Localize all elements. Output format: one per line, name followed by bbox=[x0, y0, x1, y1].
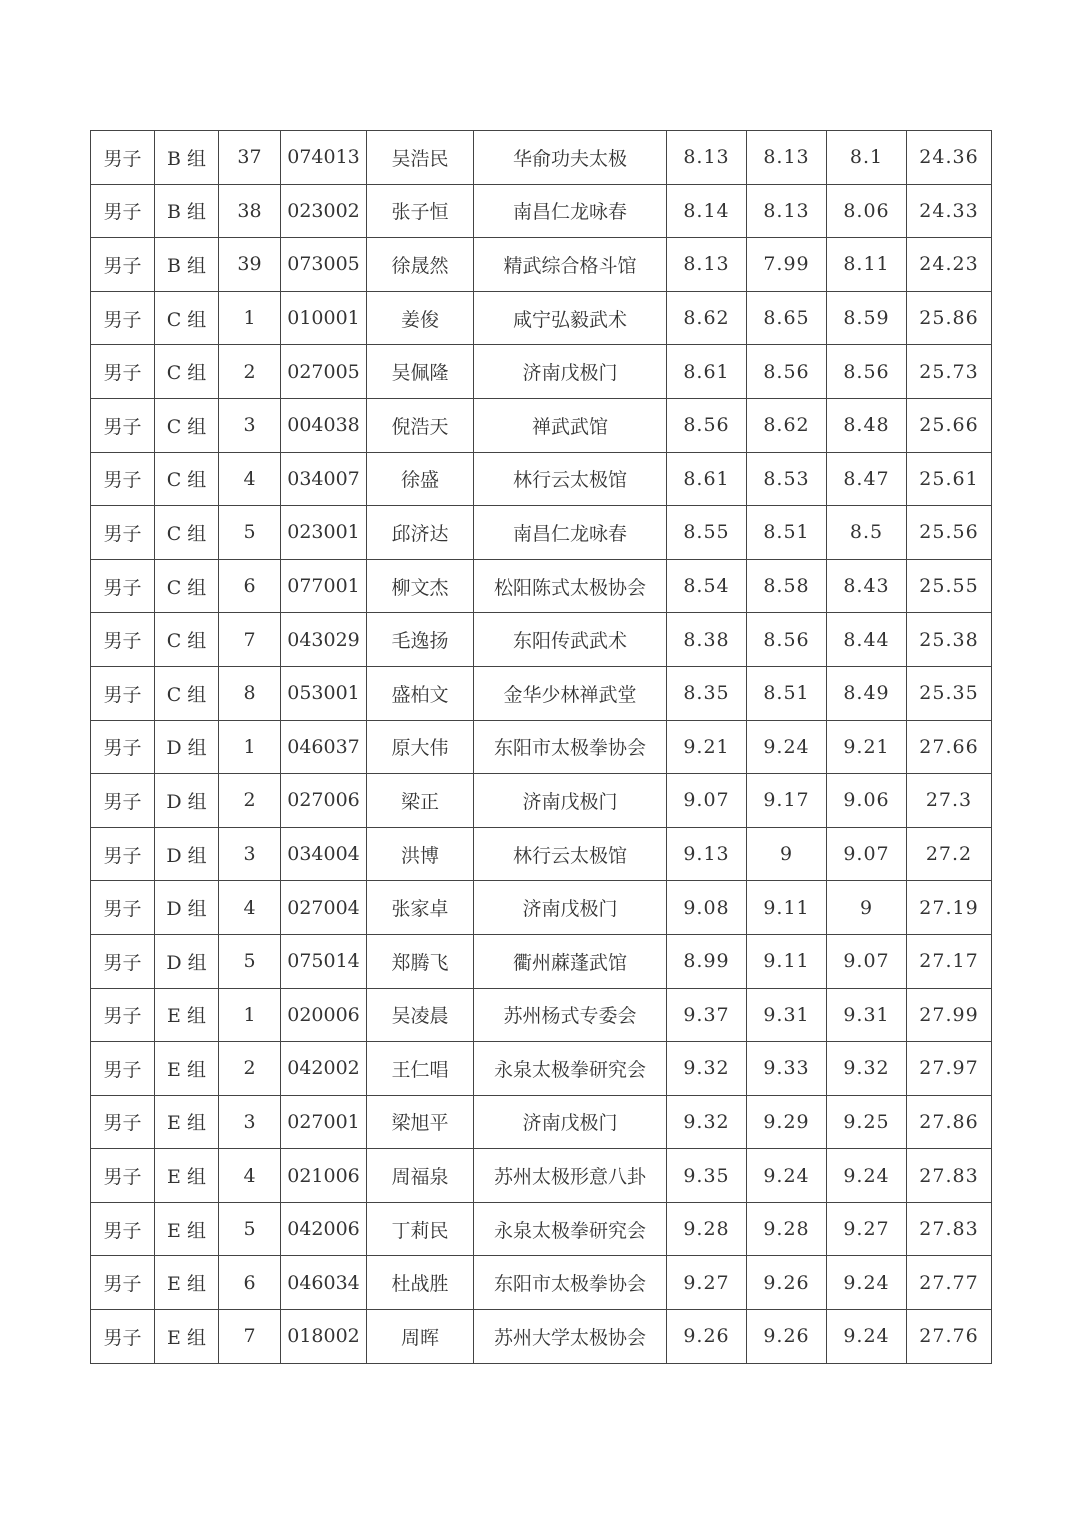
table-row bbox=[91, 1149, 992, 1203]
athlete-id-cell: 020006 bbox=[281, 988, 367, 1042]
table-row bbox=[91, 720, 992, 774]
club-cell: 林行云太极馆 bbox=[474, 827, 667, 881]
score-3-cell: 9.21 bbox=[827, 720, 907, 774]
athlete-name-cell: 姜俊 bbox=[367, 291, 474, 345]
club-cell: 衢州蔴蓬武馆 bbox=[474, 934, 667, 988]
score-2-cell: 8.56 bbox=[747, 345, 827, 399]
score-2-cell: 9.28 bbox=[747, 1202, 827, 1256]
rank-cell: 7 bbox=[219, 613, 281, 667]
athlete-id-cell: 027004 bbox=[281, 881, 367, 935]
score-3-cell: 9.25 bbox=[827, 1095, 907, 1149]
group-cell: C 组 bbox=[155, 613, 219, 667]
total-score-cell: 27.83 bbox=[907, 1202, 992, 1256]
gender-cell: 男子 bbox=[91, 1310, 155, 1364]
score-1-cell: 8.55 bbox=[667, 506, 747, 560]
group-cell: E 组 bbox=[155, 988, 219, 1042]
score-1-cell: 8.35 bbox=[667, 666, 747, 720]
table-row bbox=[91, 934, 992, 988]
table-row bbox=[91, 613, 992, 667]
club-cell: 松阳陈式太极协会 bbox=[474, 559, 667, 613]
total-score-cell: 25.38 bbox=[907, 613, 992, 667]
score-3-cell: 8.11 bbox=[827, 238, 907, 292]
gender-cell: 男子 bbox=[91, 988, 155, 1042]
athlete-name-cell: 杜战胜 bbox=[367, 1256, 474, 1310]
score-1-cell: 9.32 bbox=[667, 1095, 747, 1149]
results-table bbox=[90, 130, 992, 1364]
total-score-cell: 27.76 bbox=[907, 1310, 992, 1364]
total-score-cell: 27.19 bbox=[907, 881, 992, 935]
score-3-cell: 8.56 bbox=[827, 345, 907, 399]
score-1-cell: 9.08 bbox=[667, 881, 747, 935]
score-2-cell: 8.51 bbox=[747, 666, 827, 720]
total-score-cell: 25.35 bbox=[907, 666, 992, 720]
score-1-cell: 9.37 bbox=[667, 988, 747, 1042]
group-cell: B 组 bbox=[155, 238, 219, 292]
score-1-cell: 9.26 bbox=[667, 1310, 747, 1364]
athlete-id-cell: 043029 bbox=[281, 613, 367, 667]
table-row bbox=[91, 452, 992, 506]
club-cell: 济南戊极门 bbox=[474, 881, 667, 935]
group-cell: C 组 bbox=[155, 345, 219, 399]
score-1-cell: 9.32 bbox=[667, 1042, 747, 1096]
club-cell: 南昌仁龙咏春 bbox=[474, 184, 667, 238]
score-1-cell: 8.54 bbox=[667, 559, 747, 613]
table-row bbox=[91, 666, 992, 720]
athlete-id-cell: 023002 bbox=[281, 184, 367, 238]
rank-cell: 1 bbox=[219, 720, 281, 774]
score-3-cell: 9.31 bbox=[827, 988, 907, 1042]
group-cell: D 组 bbox=[155, 774, 219, 828]
score-3-cell: 9.32 bbox=[827, 1042, 907, 1096]
score-3-cell: 8.59 bbox=[827, 291, 907, 345]
score-3-cell: 8.43 bbox=[827, 559, 907, 613]
athlete-id-cell: 053001 bbox=[281, 666, 367, 720]
athlete-name-cell: 王仁唱 bbox=[367, 1042, 474, 1096]
total-score-cell: 25.66 bbox=[907, 398, 992, 452]
athlete-name-cell: 吴浩民 bbox=[367, 131, 474, 185]
table-row bbox=[91, 1256, 992, 1310]
gender-cell: 男子 bbox=[91, 559, 155, 613]
rank-cell: 39 bbox=[219, 238, 281, 292]
rank-cell: 1 bbox=[219, 988, 281, 1042]
group-cell: E 组 bbox=[155, 1256, 219, 1310]
athlete-name-cell: 周福泉 bbox=[367, 1149, 474, 1203]
gender-cell: 男子 bbox=[91, 1202, 155, 1256]
athlete-id-cell: 027006 bbox=[281, 774, 367, 828]
total-score-cell: 27.77 bbox=[907, 1256, 992, 1310]
athlete-id-cell: 046034 bbox=[281, 1256, 367, 1310]
table-row bbox=[91, 1310, 992, 1364]
athlete-name-cell: 丁莉民 bbox=[367, 1202, 474, 1256]
score-1-cell: 8.14 bbox=[667, 184, 747, 238]
club-cell: 济南戊极门 bbox=[474, 345, 667, 399]
athlete-name-cell: 毛逸扬 bbox=[367, 613, 474, 667]
athlete-id-cell: 077001 bbox=[281, 559, 367, 613]
table-row bbox=[91, 506, 992, 560]
table-row bbox=[91, 291, 992, 345]
score-2-cell: 9.24 bbox=[747, 720, 827, 774]
rank-cell: 2 bbox=[219, 345, 281, 399]
score-3-cell: 8.49 bbox=[827, 666, 907, 720]
score-3-cell: 9.27 bbox=[827, 1202, 907, 1256]
score-2-cell: 9.31 bbox=[747, 988, 827, 1042]
athlete-name-cell: 张家卓 bbox=[367, 881, 474, 935]
score-2-cell: 9.11 bbox=[747, 881, 827, 935]
score-3-cell: 8.47 bbox=[827, 452, 907, 506]
club-cell: 苏州大学太极协会 bbox=[474, 1310, 667, 1364]
gender-cell: 男子 bbox=[91, 934, 155, 988]
athlete-name-cell: 吴凌晨 bbox=[367, 988, 474, 1042]
total-score-cell: 27.17 bbox=[907, 934, 992, 988]
athlete-id-cell: 027005 bbox=[281, 345, 367, 399]
score-1-cell: 9.35 bbox=[667, 1149, 747, 1203]
club-cell: 林行云太极馆 bbox=[474, 452, 667, 506]
table-row bbox=[91, 131, 992, 185]
group-cell: E 组 bbox=[155, 1310, 219, 1364]
group-cell: E 组 bbox=[155, 1042, 219, 1096]
table-row bbox=[91, 774, 992, 828]
club-cell: 永泉太极拳研究会 bbox=[474, 1202, 667, 1256]
club-cell: 永泉太极拳研究会 bbox=[474, 1042, 667, 1096]
score-2-cell: 8.56 bbox=[747, 613, 827, 667]
group-cell: C 组 bbox=[155, 291, 219, 345]
athlete-id-cell: 010001 bbox=[281, 291, 367, 345]
score-2-cell: 9.11 bbox=[747, 934, 827, 988]
gender-cell: 男子 bbox=[91, 613, 155, 667]
gender-cell: 男子 bbox=[91, 1095, 155, 1149]
score-1-cell: 9.21 bbox=[667, 720, 747, 774]
athlete-id-cell: 034007 bbox=[281, 452, 367, 506]
table-row bbox=[91, 988, 992, 1042]
group-cell: D 组 bbox=[155, 720, 219, 774]
total-score-cell: 25.55 bbox=[907, 559, 992, 613]
rank-cell: 6 bbox=[219, 559, 281, 613]
score-2-cell: 7.99 bbox=[747, 238, 827, 292]
gender-cell: 男子 bbox=[91, 184, 155, 238]
score-2-cell: 9.33 bbox=[747, 1042, 827, 1096]
gender-cell: 男子 bbox=[91, 774, 155, 828]
athlete-id-cell: 042006 bbox=[281, 1202, 367, 1256]
score-2-cell: 8.62 bbox=[747, 398, 827, 452]
rank-cell: 1 bbox=[219, 291, 281, 345]
group-cell: C 组 bbox=[155, 398, 219, 452]
athlete-name-cell: 梁正 bbox=[367, 774, 474, 828]
athlete-name-cell: 盛柏文 bbox=[367, 666, 474, 720]
athlete-id-cell: 074013 bbox=[281, 131, 367, 185]
group-cell: D 组 bbox=[155, 827, 219, 881]
group-cell: C 组 bbox=[155, 666, 219, 720]
group-cell: E 组 bbox=[155, 1095, 219, 1149]
athlete-name-cell: 洪博 bbox=[367, 827, 474, 881]
score-2-cell: 8.53 bbox=[747, 452, 827, 506]
total-score-cell: 27.2 bbox=[907, 827, 992, 881]
group-cell: C 组 bbox=[155, 559, 219, 613]
gender-cell: 男子 bbox=[91, 1042, 155, 1096]
athlete-id-cell: 075014 bbox=[281, 934, 367, 988]
table-row bbox=[91, 345, 992, 399]
club-cell: 济南戊极门 bbox=[474, 1095, 667, 1149]
gender-cell: 男子 bbox=[91, 398, 155, 452]
score-2-cell: 8.65 bbox=[747, 291, 827, 345]
score-2-cell: 8.51 bbox=[747, 506, 827, 560]
athlete-name-cell: 徐晟然 bbox=[367, 238, 474, 292]
athlete-name-cell: 郑腾飞 bbox=[367, 934, 474, 988]
rank-cell: 2 bbox=[219, 774, 281, 828]
club-cell: 东阳市太极拳协会 bbox=[474, 1256, 667, 1310]
athlete-name-cell: 梁旭平 bbox=[367, 1095, 474, 1149]
gender-cell: 男子 bbox=[91, 345, 155, 399]
group-cell: E 组 bbox=[155, 1149, 219, 1203]
total-score-cell: 27.83 bbox=[907, 1149, 992, 1203]
score-1-cell: 8.13 bbox=[667, 131, 747, 185]
score-1-cell: 8.13 bbox=[667, 238, 747, 292]
club-cell: 精武综合格斗馆 bbox=[474, 238, 667, 292]
club-cell: 华俞功夫太极 bbox=[474, 131, 667, 185]
rank-cell: 5 bbox=[219, 506, 281, 560]
table-row bbox=[91, 184, 992, 238]
rank-cell: 4 bbox=[219, 1149, 281, 1203]
score-1-cell: 9.07 bbox=[667, 774, 747, 828]
total-score-cell: 27.97 bbox=[907, 1042, 992, 1096]
club-cell: 南昌仁龙咏春 bbox=[474, 506, 667, 560]
gender-cell: 男子 bbox=[91, 666, 155, 720]
club-cell: 苏州太极形意八卦 bbox=[474, 1149, 667, 1203]
athlete-name-cell: 吴佩隆 bbox=[367, 345, 474, 399]
score-1-cell: 8.99 bbox=[667, 934, 747, 988]
athlete-name-cell: 徐盛 bbox=[367, 452, 474, 506]
athlete-name-cell: 柳文杰 bbox=[367, 559, 474, 613]
athlete-id-cell: 034004 bbox=[281, 827, 367, 881]
score-3-cell: 9.24 bbox=[827, 1149, 907, 1203]
score-2-cell: 8.13 bbox=[747, 131, 827, 185]
score-3-cell: 9 bbox=[827, 881, 907, 935]
score-2-cell: 9 bbox=[747, 827, 827, 881]
table-body bbox=[91, 131, 992, 1364]
total-score-cell: 25.61 bbox=[907, 452, 992, 506]
rank-cell: 3 bbox=[219, 398, 281, 452]
rank-cell: 8 bbox=[219, 666, 281, 720]
gender-cell: 男子 bbox=[91, 881, 155, 935]
table-row bbox=[91, 238, 992, 292]
rank-cell: 3 bbox=[219, 827, 281, 881]
score-2-cell: 9.26 bbox=[747, 1256, 827, 1310]
score-3-cell: 8.44 bbox=[827, 613, 907, 667]
score-2-cell: 9.17 bbox=[747, 774, 827, 828]
score-2-cell: 9.24 bbox=[747, 1149, 827, 1203]
club-cell: 咸宁弘毅武术 bbox=[474, 291, 667, 345]
club-cell: 东阳市太极拳协会 bbox=[474, 720, 667, 774]
athlete-id-cell: 042002 bbox=[281, 1042, 367, 1096]
score-1-cell: 9.27 bbox=[667, 1256, 747, 1310]
club-cell: 东阳传武武术 bbox=[474, 613, 667, 667]
total-score-cell: 24.33 bbox=[907, 184, 992, 238]
gender-cell: 男子 bbox=[91, 1149, 155, 1203]
gender-cell: 男子 bbox=[91, 827, 155, 881]
gender-cell: 男子 bbox=[91, 238, 155, 292]
rank-cell: 7 bbox=[219, 1310, 281, 1364]
gender-cell: 男子 bbox=[91, 506, 155, 560]
total-score-cell: 25.73 bbox=[907, 345, 992, 399]
score-3-cell: 8.06 bbox=[827, 184, 907, 238]
athlete-id-cell: 046037 bbox=[281, 720, 367, 774]
athlete-id-cell: 023001 bbox=[281, 506, 367, 560]
score-3-cell: 8.1 bbox=[827, 131, 907, 185]
athlete-id-cell: 018002 bbox=[281, 1310, 367, 1364]
score-2-cell: 8.58 bbox=[747, 559, 827, 613]
score-3-cell: 9.06 bbox=[827, 774, 907, 828]
athlete-id-cell: 073005 bbox=[281, 238, 367, 292]
group-cell: C 组 bbox=[155, 506, 219, 560]
table-row bbox=[91, 1042, 992, 1096]
total-score-cell: 27.3 bbox=[907, 774, 992, 828]
score-1-cell: 8.61 bbox=[667, 345, 747, 399]
table-row bbox=[91, 1202, 992, 1256]
gender-cell: 男子 bbox=[91, 452, 155, 506]
rank-cell: 37 bbox=[219, 131, 281, 185]
group-cell: D 组 bbox=[155, 934, 219, 988]
athlete-name-cell: 邱济达 bbox=[367, 506, 474, 560]
score-2-cell: 9.29 bbox=[747, 1095, 827, 1149]
score-3-cell: 8.48 bbox=[827, 398, 907, 452]
athlete-id-cell: 027001 bbox=[281, 1095, 367, 1149]
rank-cell: 4 bbox=[219, 881, 281, 935]
score-3-cell: 9.24 bbox=[827, 1310, 907, 1364]
rank-cell: 3 bbox=[219, 1095, 281, 1149]
gender-cell: 男子 bbox=[91, 1256, 155, 1310]
table-row bbox=[91, 1095, 992, 1149]
score-3-cell: 8.5 bbox=[827, 506, 907, 560]
table-row bbox=[91, 559, 992, 613]
gender-cell: 男子 bbox=[91, 291, 155, 345]
club-cell: 金华少林禅武堂 bbox=[474, 666, 667, 720]
gender-cell: 男子 bbox=[91, 131, 155, 185]
group-cell: E 组 bbox=[155, 1202, 219, 1256]
score-3-cell: 9.07 bbox=[827, 934, 907, 988]
score-1-cell: 8.38 bbox=[667, 613, 747, 667]
total-score-cell: 27.99 bbox=[907, 988, 992, 1042]
score-1-cell: 8.56 bbox=[667, 398, 747, 452]
total-score-cell: 25.56 bbox=[907, 506, 992, 560]
group-cell: B 组 bbox=[155, 184, 219, 238]
rank-cell: 5 bbox=[219, 1202, 281, 1256]
athlete-name-cell: 倪浩天 bbox=[367, 398, 474, 452]
total-score-cell: 24.36 bbox=[907, 131, 992, 185]
total-score-cell: 27.86 bbox=[907, 1095, 992, 1149]
club-cell: 济南戊极门 bbox=[474, 774, 667, 828]
rank-cell: 2 bbox=[219, 1042, 281, 1096]
score-1-cell: 9.13 bbox=[667, 827, 747, 881]
score-1-cell: 8.62 bbox=[667, 291, 747, 345]
table-row bbox=[91, 881, 992, 935]
group-cell: C 组 bbox=[155, 452, 219, 506]
score-1-cell: 8.61 bbox=[667, 452, 747, 506]
total-score-cell: 25.86 bbox=[907, 291, 992, 345]
score-3-cell: 9.07 bbox=[827, 827, 907, 881]
club-cell: 禅武武馆 bbox=[474, 398, 667, 452]
athlete-name-cell: 张子恒 bbox=[367, 184, 474, 238]
score-1-cell: 9.28 bbox=[667, 1202, 747, 1256]
athlete-id-cell: 021006 bbox=[281, 1149, 367, 1203]
total-score-cell: 24.23 bbox=[907, 238, 992, 292]
group-cell: B 组 bbox=[155, 131, 219, 185]
rank-cell: 6 bbox=[219, 1256, 281, 1310]
group-cell: D 组 bbox=[155, 881, 219, 935]
rank-cell: 5 bbox=[219, 934, 281, 988]
rank-cell: 4 bbox=[219, 452, 281, 506]
athlete-name-cell: 周晖 bbox=[367, 1310, 474, 1364]
score-2-cell: 9.26 bbox=[747, 1310, 827, 1364]
athlete-id-cell: 004038 bbox=[281, 398, 367, 452]
gender-cell: 男子 bbox=[91, 720, 155, 774]
table-row bbox=[91, 398, 992, 452]
table-row bbox=[91, 827, 992, 881]
score-3-cell: 9.24 bbox=[827, 1256, 907, 1310]
club-cell: 苏州杨式专委会 bbox=[474, 988, 667, 1042]
score-2-cell: 8.13 bbox=[747, 184, 827, 238]
rank-cell: 38 bbox=[219, 184, 281, 238]
athlete-name-cell: 原大伟 bbox=[367, 720, 474, 774]
total-score-cell: 27.66 bbox=[907, 720, 992, 774]
